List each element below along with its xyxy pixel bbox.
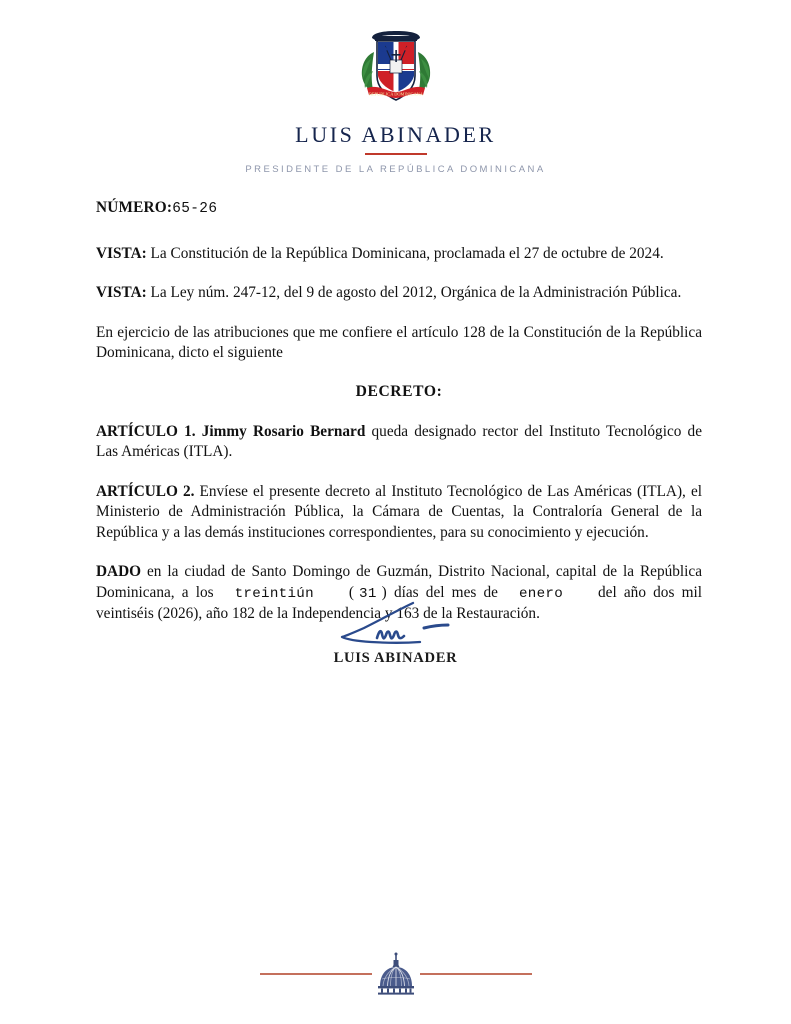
footer-rule-left <box>260 973 372 976</box>
articulo-2-label: ARTÍCULO 2. <box>96 482 195 500</box>
articulo-2-text: Envíese el presente decreto al Instituto Tecnológico de Las Américas (ITLA), el Ministerio de Administración Pública, la Cámara de Cuentas, la Contraloría General de la República y a las demás instituciones correspondientes, para su conocimiento y ejecución. <box>96 482 702 541</box>
dado-label: DADO <box>96 563 142 581</box>
signature-name: LUIS ABINADER <box>333 650 458 666</box>
document-body <box>96 198 702 624</box>
articulo-1-label: ARTÍCULO 1. <box>96 422 196 440</box>
dado-day-word-field[interactable]: treintiún <box>234 585 314 602</box>
document-number-value: 65-26 <box>172 201 218 217</box>
articulo-1-text: queda designado rector del Instituto Tecnológico de Las Américas (ITLA). <box>96 422 702 461</box>
vista-clause-2 <box>96 283 702 303</box>
decreto-heading: DECRETO: <box>355 382 443 400</box>
articulo-2-paragraph <box>96 482 702 543</box>
page-footer <box>0 952 791 996</box>
vista-2-label: VISTA: <box>96 284 147 302</box>
dado-text-2: días del mes de <box>393 583 498 601</box>
dado-text-1: en la ciudad de Santo Domingo de Guzmán, Distrito Nacional, capital de la República Dominicana, a los <box>96 563 702 601</box>
vista-1-text: La Constitución de la República Dominicana, proclamada el 27 de octubre de 2024. <box>146 244 664 262</box>
president-subtitle: PRESIDENTE DE LA REPÚBLICA DOMINICANA <box>245 164 546 175</box>
signature-area <box>0 600 791 667</box>
footer-rule-right <box>420 973 532 976</box>
letterhead-divider-rule <box>365 153 427 155</box>
document-number-label: NÚMERO: <box>96 199 173 216</box>
vista-clause-1 <box>96 244 702 264</box>
dado-paren-close: ) <box>381 583 387 601</box>
vista-1-label: VISTA: <box>96 244 147 262</box>
national-palace-dome-icon <box>376 952 416 996</box>
articulo-1-subject: Jimmy Rosario Bernard <box>195 422 366 440</box>
handwritten-signature-icon <box>316 600 476 648</box>
dado-month-field[interactable]: enero <box>518 585 564 602</box>
vista-2-text: La Ley núm. 247-12, del 9 de agosto del 2012, Orgánica de la Administración Pública. <box>146 284 682 302</box>
svg-text:REPUBLICA DOMINICANA: REPUBLICA DOMINICANA <box>368 91 423 97</box>
articulo-1-paragraph <box>96 422 702 463</box>
dado-paren-open: ( <box>348 583 355 601</box>
letterhead <box>0 0 791 175</box>
dado-day-number-field[interactable]: 31 <box>359 585 377 602</box>
dominican-republic-coat-of-arms-icon <box>357 26 435 110</box>
preamble-paragraph: En ejercicio de las atribuciones que me confiere el artículo 128 de la Constitución de la República Dominicana, dicto el siguiente <box>96 323 702 362</box>
president-name: LUIS ABINADER <box>295 122 496 147</box>
document-number-line <box>96 198 702 219</box>
dado-text-3: del año dos mil veintiséis (2026), año 182 de la Independencia y 163 de la Restauración. <box>96 583 702 622</box>
